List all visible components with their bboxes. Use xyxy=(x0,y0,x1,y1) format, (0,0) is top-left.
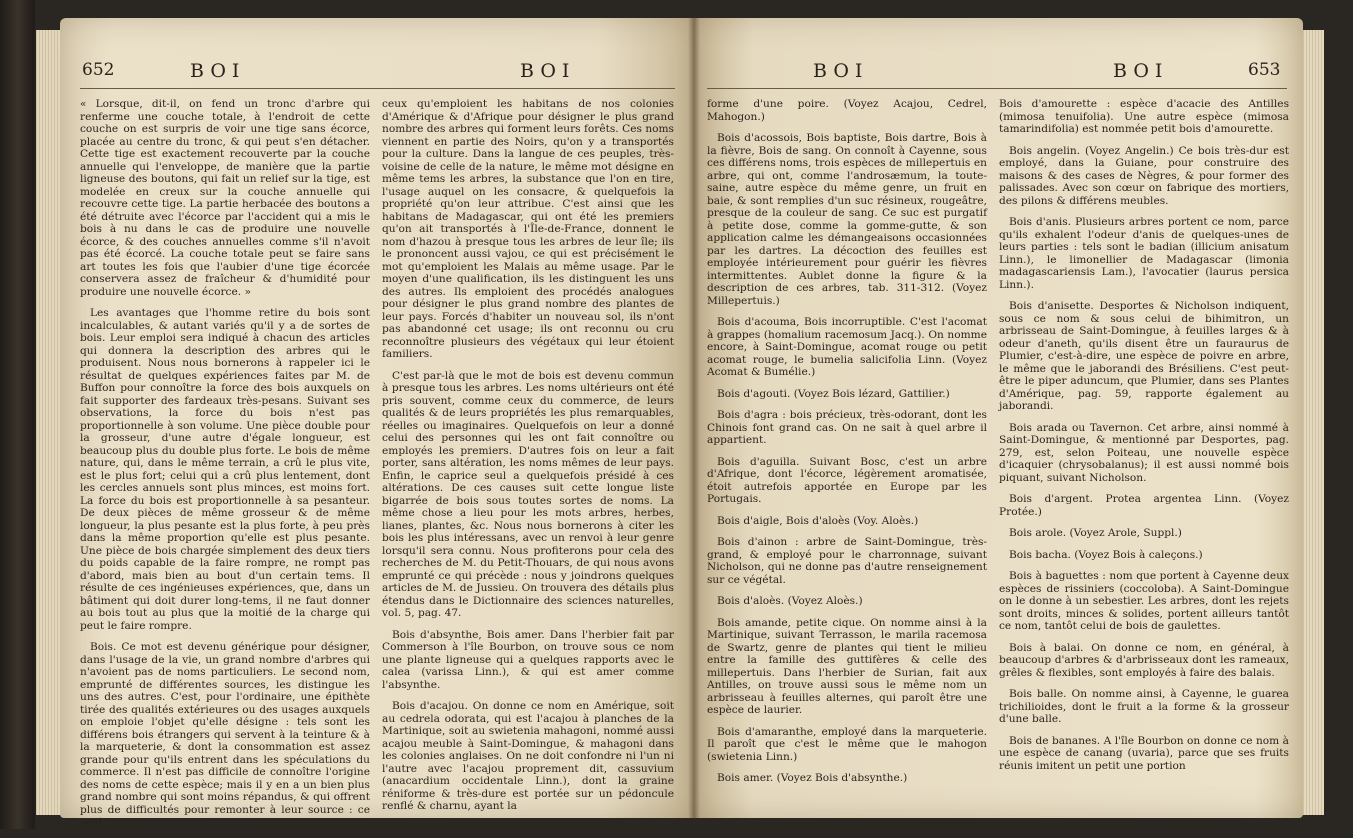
left-page-header xyxy=(60,60,693,90)
paragraph: Bois bacha. (Voyez Bois à caleçons.) xyxy=(1009,548,1203,561)
paragraph: Bois d'aguilla. Suivant Bosc, c'est un arbre d'Afrique, dont l'écorce, légèrement aromatisée, étoit autrefois apportée en Europe par les Portugais. xyxy=(707,455,987,505)
paragraph: ceux qu'emploient les habitans de nos colonies d'Amérique & d'Afrique pour désigner le plus grand nombre des arbres qui forment leurs forêts. Ces noms viennent en partie des Noirs, qu'on y a transportés pour la culture. Dans la langue de ces peuples, très-voisine de celle de la nature, le même mot désigne en même tems les arbres, la substance que l'on en tire, l'usage auquel on les consacre, & quelquefois la propriété qu'on leur attribue. C'est ainsi que les habitans de Madagascar, qui ont été les premiers qu'on ait transportés à l'Île-de-France, donnent le nom d'hazou à presque tous les arbres de leur île; ils le prononcent aussi vajou, ce qui est précisément le mot qu'emploient les Malais au même usage. Par le moyen d'une qualification, ils les distinguent les uns des autres. Ils emploient des procédés analogues pour désigner le plus grand nombre des plantes de leur pays. Forcés d'habiter un nouveau sol, ils n'ont pas abandonné cet usage; ils ont reconnu ou cru reconnoître plusieurs des végétaux qui leur étoient familiers. xyxy=(382,98,674,360)
right-page-header xyxy=(693,60,1303,90)
paragraph: Bois arole. (Voyez Arole, Suppl.) xyxy=(1009,527,1182,539)
paragraph: Bois d'acossois, Bois baptiste, Bois dartre, Bois à la fièvre, Bois de sang. On connoît à Cayenne, sous ces différens noms, trois espèces de millepertuis en arbre, qui ont, comme l'androsæmum, la toute-saine, autre espèce du même genre, un fruit en baie, & sont remplies d'un suc résineux, rougeâtre, presque de la couleur de sang. Ce suc est purgatif à petite dose, comme la gomme-gutte, & son application calme les démangeaisons occasionnées par les dartres. La décoction des feuilles est employée intérieurement pour guérir les fièvres intermittentes. Aublet donne la figure & la description de ces arbres, tab. 311-312. (Voyez Millepertuis.) xyxy=(707,132,987,307)
paragraph: Bois d'acajou. On donne ce nom en Amérique, soit au cedrela odorata, qui est l'acajou à planches de la Martinique, soit au swietenia mahagoni, nommé aussi acajou meuble à Saint-Domingue, & mahagoni dans les colonies anglaises. On ne doit confondre ni l'un ni l'autre avec l'acajou proprement dit, cassuvium (anacardium occidentale Linn.), dont la graine réniforme & très-dure est portée sur un pédoncule renflé & charnu, ayant la xyxy=(382,700,674,812)
paragraph: C'est par-là que le mot de bois est devenu commun à presque tous les arbres. Les noms ultérieurs ont été pris souvent, comme ceux du commerce, de leurs qualités & de leurs propriétés les plus remarquables, réelles ou imaginaires. Quelquefois on leur a donné celui des personnes qui les ont fait connoître ou employés les premiers. D'autres fois on leur a fait porter, sans altération, les noms mêmes de leur pays. Enfin, le caprice seul a quelquefois présidé à ces altérations. De ces causes suit cette longue liste bigarrée de bois sous toutes sortes de noms. La même chose a lieu pour les mots arbres, herbes, lianes, plantes, &c. Nous nous bornerons à citer les bois les plus intéressans, avec un renvoi à leur genre lorsqu'il sera connu. Nous profiterons pour cela des recherches de M. du Petit-Thouars, de qui nous avons emprunté ce qui précède : nous y joindrons quelques articles de M. de Jussieu. On trouvera des détails plus étendus dans le Dictionnaire des sciences naturelles, vol. 5, pag. 47. xyxy=(382,369,674,619)
right-column-2 xyxy=(999,98,1289,781)
right-running-head-2: BOI xyxy=(1113,60,1169,82)
book-gutter xyxy=(688,18,700,818)
paragraph: Bois d'agra : bois précieux, très-odorant, dont les Chinois font grand cas. On ne sait à quel arbre il appartient. xyxy=(707,409,987,446)
right-column-1 xyxy=(707,98,987,794)
paragraph: « Lorsque, dit-il, on fend un tronc d'arbre qui renferme une couche totale, à l'endroit de cette couche on est surpris de voir une tige sans écorce, placée au centre du tronc, & qui peut s'en détacher. Cette tige est exactement recouverte par la couche annuelle qui l'enveloppe, de manière que la partie ligneuse des boutons, qui fait un relief sur la tige, est modelée en creux sur la couche annuelle qui recouvre cette tige. La partie herbacée des boutons a été détruite avec l'écorce par l'accident qui a mis le bois à nu dans le cas de produire une nouvelle écorce, & des couches annuelles comme s'il n'avoit pas été écorcé. La couche totale peut se faire sans art toutes les fois que l'aubier d'une tige écorcée conservera assez de fraîcheur & d'humidité pour produire une nouvelle écorce. » xyxy=(80,98,370,298)
left-column-1 xyxy=(80,98,370,838)
paragraph: Bois à baguettes : nom que portent à Cayenne deux espèces de rissiniers (coccoloba). A Saint-Domingue on le donne à un sebestier. Les arbres, dont les rejets sont droits, minces & solides, portent ailleurs tantôt ce nom, tantôt celui de bois de gaulettes. xyxy=(999,570,1289,632)
right-page xyxy=(693,18,1303,818)
paragraph: Bois d'aloès. (Voyez Aloès.) xyxy=(717,595,863,607)
paragraph: Bois à balai. On donne ce nom, en général, à beaucoup d'arbres & d'arbrisseaux dont les rameaux, grêles & flexibles, sont employés à faire des balais. xyxy=(999,641,1289,679)
paragraph: Bois amer. (Voyez Bois d'absynthe.) xyxy=(717,772,908,784)
paragraph: Bois d'amaranthe, employé dans la marqueterie. Il paroît que c'est le même que le mahogon (swietenia Linn.) xyxy=(707,725,987,763)
paragraph: Bois de bananes. A l'île Bourbon on donne ce nom à une espèce de canang (uvaria), parce que ses fruits réunis imitent un petit une portion xyxy=(999,734,1289,772)
paragraph: Bois d'amourette : espèce d'acacie des Antilles (mimosa tenuifolia). Une autre espèce (mimosa tamarindifolia) est nommée petit bois d'amourette. xyxy=(999,98,1289,135)
paragraph: Bois d'aigle, Bois d'aloès (Voy. Aloès.) xyxy=(717,514,919,527)
left-running-head-2: BOI xyxy=(520,60,576,82)
paragraph: Bois d'ainon : arbre de Saint-Domingue, très-grand, & employé pour le charronnage, suivant Nicholson, qui ne donne pas d'autre renseignement sur ce végétal. xyxy=(707,536,987,586)
left-header-rule xyxy=(80,88,675,89)
paragraph: Bois d'anis. Plusieurs arbres portent ce nom, parce qu'ils exhalent l'odeur d'anis de quelques-unes de leurs parties : tels sont le badian (illicium anisatum Linn.), le limonellier de Madagascar (limonia madagascariensis Lam.), l'avocatier (laurus persica Linn.). xyxy=(999,216,1289,291)
left-page-edge xyxy=(36,30,62,815)
right-page-edge xyxy=(1300,30,1324,815)
left-column-2 xyxy=(382,98,674,822)
right-page-number: 653 xyxy=(1248,60,1281,80)
paragraph: Bois d'anisette. Desportes & Nicholson indiquent, sous ce nom & sous celui de bihimitron, un arbrisseau de Saint-Domingue, à feuilles larges & à odeur d'aneth, qu'ils disent être un fauraurus de Plumier, c'est-à-dire, une espèce de poivre en arbre, le même que le jaborandi des Brésiliens. C'est peut-être le piper aduncum, que Plumier, dans ses Plantes d'Amérique, pag. 59, rapporte également au jaborandi. xyxy=(999,300,1289,412)
left-page xyxy=(60,18,693,828)
paragraph: forme d'une poire. (Voyez Acajou, Cedrel, Mahogon.) xyxy=(707,98,987,123)
paragraph: Bois d'agouti. (Voyez Bois lézard, Gattilier.) xyxy=(717,387,950,400)
paragraph: Bois angelin. (Voyez Angelin.) Ce bois très-dur est employé, dans la Guiane, pour construire des maisons & des cases de Nègres, & pour former des palissades. Avec son cœur on fabrique des mortiers, des pilons & différens meubles. xyxy=(999,144,1289,207)
paragraph: Bois amande, petite cique. On nomme ainsi à la Martinique, suivant Terrasson, le marila racemosa de Swartz, genre de plantes qui tient le milieu entre la famille des guttifères & celle des millepertuis. Dans l'herbier de Surian, fait aux Antilles, on trouve aussi sous le même nom un arbrisseau à feuilles alternes, qui paroît être une espèce de laurier. xyxy=(707,616,987,716)
paragraph: Bois arada ou Tavernon. Cet arbre, ainsi nommé à Saint-Domingue, & mentionné par Desportes, pag. 279, est, selon Poiteau, une nouvelle espèce d'icaquier (chrysobalanus); il est aussi nommé bois piquant, suivant Nicholson. xyxy=(999,421,1289,484)
right-header-rule xyxy=(707,88,1287,89)
paragraph: Bois d'absynthe, Bois amer. Dans l'herbier fait par Commerson à l'île Bourbon, on trouve sous ce nom une plante ligneuse qui a quelques rapports avec le calea (varissa Linn.), & qui est amer comme l'absynthe. xyxy=(382,628,674,691)
left-running-head-1: BOI xyxy=(190,60,246,82)
left-page-number: 652 xyxy=(82,60,115,80)
paragraph: Bois d'argent. Protea argentea Linn. (Voyez Protée.) xyxy=(999,493,1289,518)
paragraph: Les avantages que l'homme retire du bois sont incalculables, & autant variés qu'il y a de sortes de bois. Leur emploi sera indiqué à chacun des articles qui donnera la description des arbres qui le produisent. Nous nous bornerons à rappeler ici le résultat de quelques expériences faites par M. de Buffon pour connoître la force des bois auxquels on fait supporter des fardeaux très-pesans. Suivant ses observations, la force du bois n'est pas proportionnelle à son volume. Une pièce double pour la grosseur, d'une autre d'égale longueur, est beaucoup plus du double plus forte. Le bois de même nature, qui, dans le même terrain, a crû le plus vite, est le plus fort; celui qui a crû plus lentement, dont les cercles annuels sont plus minces, est moins fort. La force du bois est proportionnelle à sa pesanteur. De deux pièces de même grosseur & de même longueur, la plus pesante est la plus forte, à peu près dans la même proportion qu'elle est plus pesante. Une pièce de bois chargée simplement des deux tiers du poids capable de la faire rompre, ne rompt pas d'abord, mais bien au bout d'un certain tems. Il résulte de ces ingénieuses expériences, que, dans un bâtiment qui doit durer long-tems, il ne faut donner au bois tout au plus que la moitié de la charge qui peut le faire rompre. xyxy=(80,307,370,632)
paragraph: Bois d'acouma, Bois incorruptible. C'est l'acomat à grappes (homalium racemosum Jacq.). On nomme encore, à Saint-Domingue, acomat rouge ou petit acomat rouge, le bumelia salicifolia Linn. (Voyez Acomat & Bumélie.) xyxy=(707,316,987,378)
paragraph: Bois balle. On nomme ainsi, à Cayenne, le guarea trichilioides, dont le fruit a la forme & la grosseur d'une balle. xyxy=(999,688,1289,725)
paragraph: Bois. Ce mot est devenu générique pour désigner, dans l'usage de la vie, un grand nombre d'arbres qui n'avoient pas de noms particuliers. Le second nom, emprunté de différentes sources, les distingue les uns des autres. C'est, pour l'ordinaire, une épithète tirée des qualités extérieures ou des usages auxquels on emploie l'objet qu'elle désigne : tels sont les différens bois étrangers qui servent à la teinture & à la marqueterie, & dont la consommation est assez grande pour qu'ils entrent dans les spéculations du commerce. Il n'est pas difficile de connoître l'origine des noms de cette espèce; mais il y en a un bien plus grand nombre qui sont moins répandus, & qui offrent plus de difficultés pour remonter à leur source : ce sont xyxy=(80,641,370,828)
right-running-head-1: BOI xyxy=(813,60,869,82)
